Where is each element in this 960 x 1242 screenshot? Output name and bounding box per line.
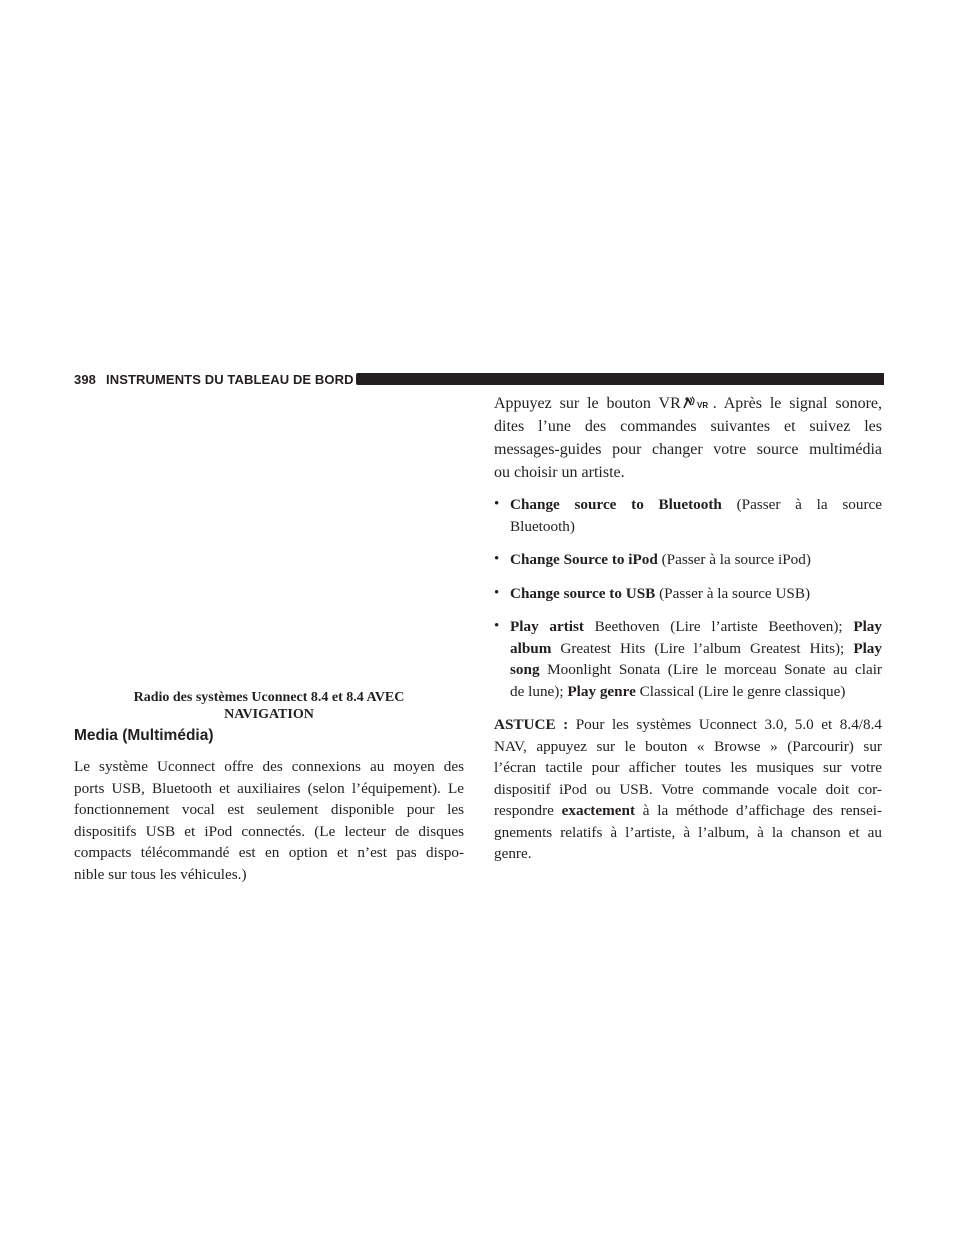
media-paragraph — [74, 756, 464, 885]
text-line: dites l’une des commandes suivantes et suivez les — [494, 418, 882, 435]
intro-paragraph — [494, 392, 882, 484]
list-item — [494, 549, 882, 571]
text-line: ports USB, Bluetooth et auxiliaires (selon l’équipement). Le — [74, 779, 464, 797]
text-line: album Greatest Hits (Lire l’album Greatest Hits); Play — [510, 639, 882, 657]
text-line: NAV, appuyez sur le bouton « Browse » (Parcourir) sur — [494, 737, 882, 755]
section-title: Media (Multimédia) — [74, 727, 214, 744]
text-line: Bluetooth) — [510, 517, 575, 535]
list-item — [494, 494, 882, 537]
text-line: respondre exactement à la méthode d’affichage des rensei- — [494, 802, 882, 819]
right-column — [494, 392, 882, 865]
text-line: fonctionnement vocal est seulement disponible pour les — [74, 801, 464, 818]
text-line: dispositif iPod ou USB. Votre commande vocale doit cor- — [494, 780, 882, 798]
text-line: Le système Uconnect offre des connexions au moyen des — [74, 758, 464, 775]
text-line: ou choisir un artiste. — [494, 464, 625, 481]
text-line: compacts télécommandé est en option et n’est pas dispo- — [74, 844, 464, 861]
bullet-dot: • — [494, 584, 500, 601]
text-line: l’écran tactile pour afficher toutes les musiques sur votre — [494, 759, 882, 776]
text-line: song Moonlight Sonata (Lire le morceau Sonate au clair — [510, 661, 882, 678]
figure-caption-line: Radio des systèmes Uconnect 8.4 et 8.4 AVEC — [133, 690, 405, 705]
svg-text:VR: VR — [696, 401, 708, 410]
list-item — [494, 616, 882, 702]
header-rule — [356, 373, 884, 385]
figure-caption-line: NAVIGATION — [224, 707, 314, 722]
bullet-dot: • — [494, 496, 500, 512]
header-section-title: INSTRUMENTS DU TABLEAU DE BORD — [106, 372, 354, 387]
text-line: Change source to Bluetooth (Passer à la source — [510, 496, 882, 513]
text-line: dispositifs USB et iPod connectés. (Le lecteur de disques — [74, 822, 464, 840]
text-line: nible sur tous les véhicules.) — [74, 865, 247, 883]
text-line: Change source to USB (Passer à la source USB) — [510, 584, 811, 602]
list-item — [494, 583, 882, 605]
text-line: genre. — [494, 845, 532, 862]
text-line: Change Source to iPod (Passer à la source iPod) — [510, 551, 811, 568]
bullet-dot: • — [494, 618, 500, 634]
text-line: ASTUCE : Pour les systèmes Uconnect 3.0, 5.0 et 8.4/8.4 — [494, 716, 882, 733]
tip-paragraph — [494, 714, 882, 865]
text-line: Appuyez sur le bouton VR VR . Après le signal sonore, — [494, 395, 882, 412]
text-line: messages-guides pour changer votre source multimédia — [494, 441, 882, 458]
text-line: gnements relatifs à l’artiste, à l’album, à la chanson et au — [494, 823, 882, 841]
voice-recognition-icon — [682, 396, 712, 410]
text-line: de lune); Play genre Classical (Lire le genre classique) — [510, 682, 846, 700]
page-header — [74, 369, 884, 389]
bullet-dot: • — [494, 551, 500, 567]
text-line: Play artist Beethoven (Lire l’artiste Beethoven); Play — [510, 618, 882, 635]
page-number: 398 — [74, 372, 96, 387]
figure-caption — [74, 689, 464, 723]
